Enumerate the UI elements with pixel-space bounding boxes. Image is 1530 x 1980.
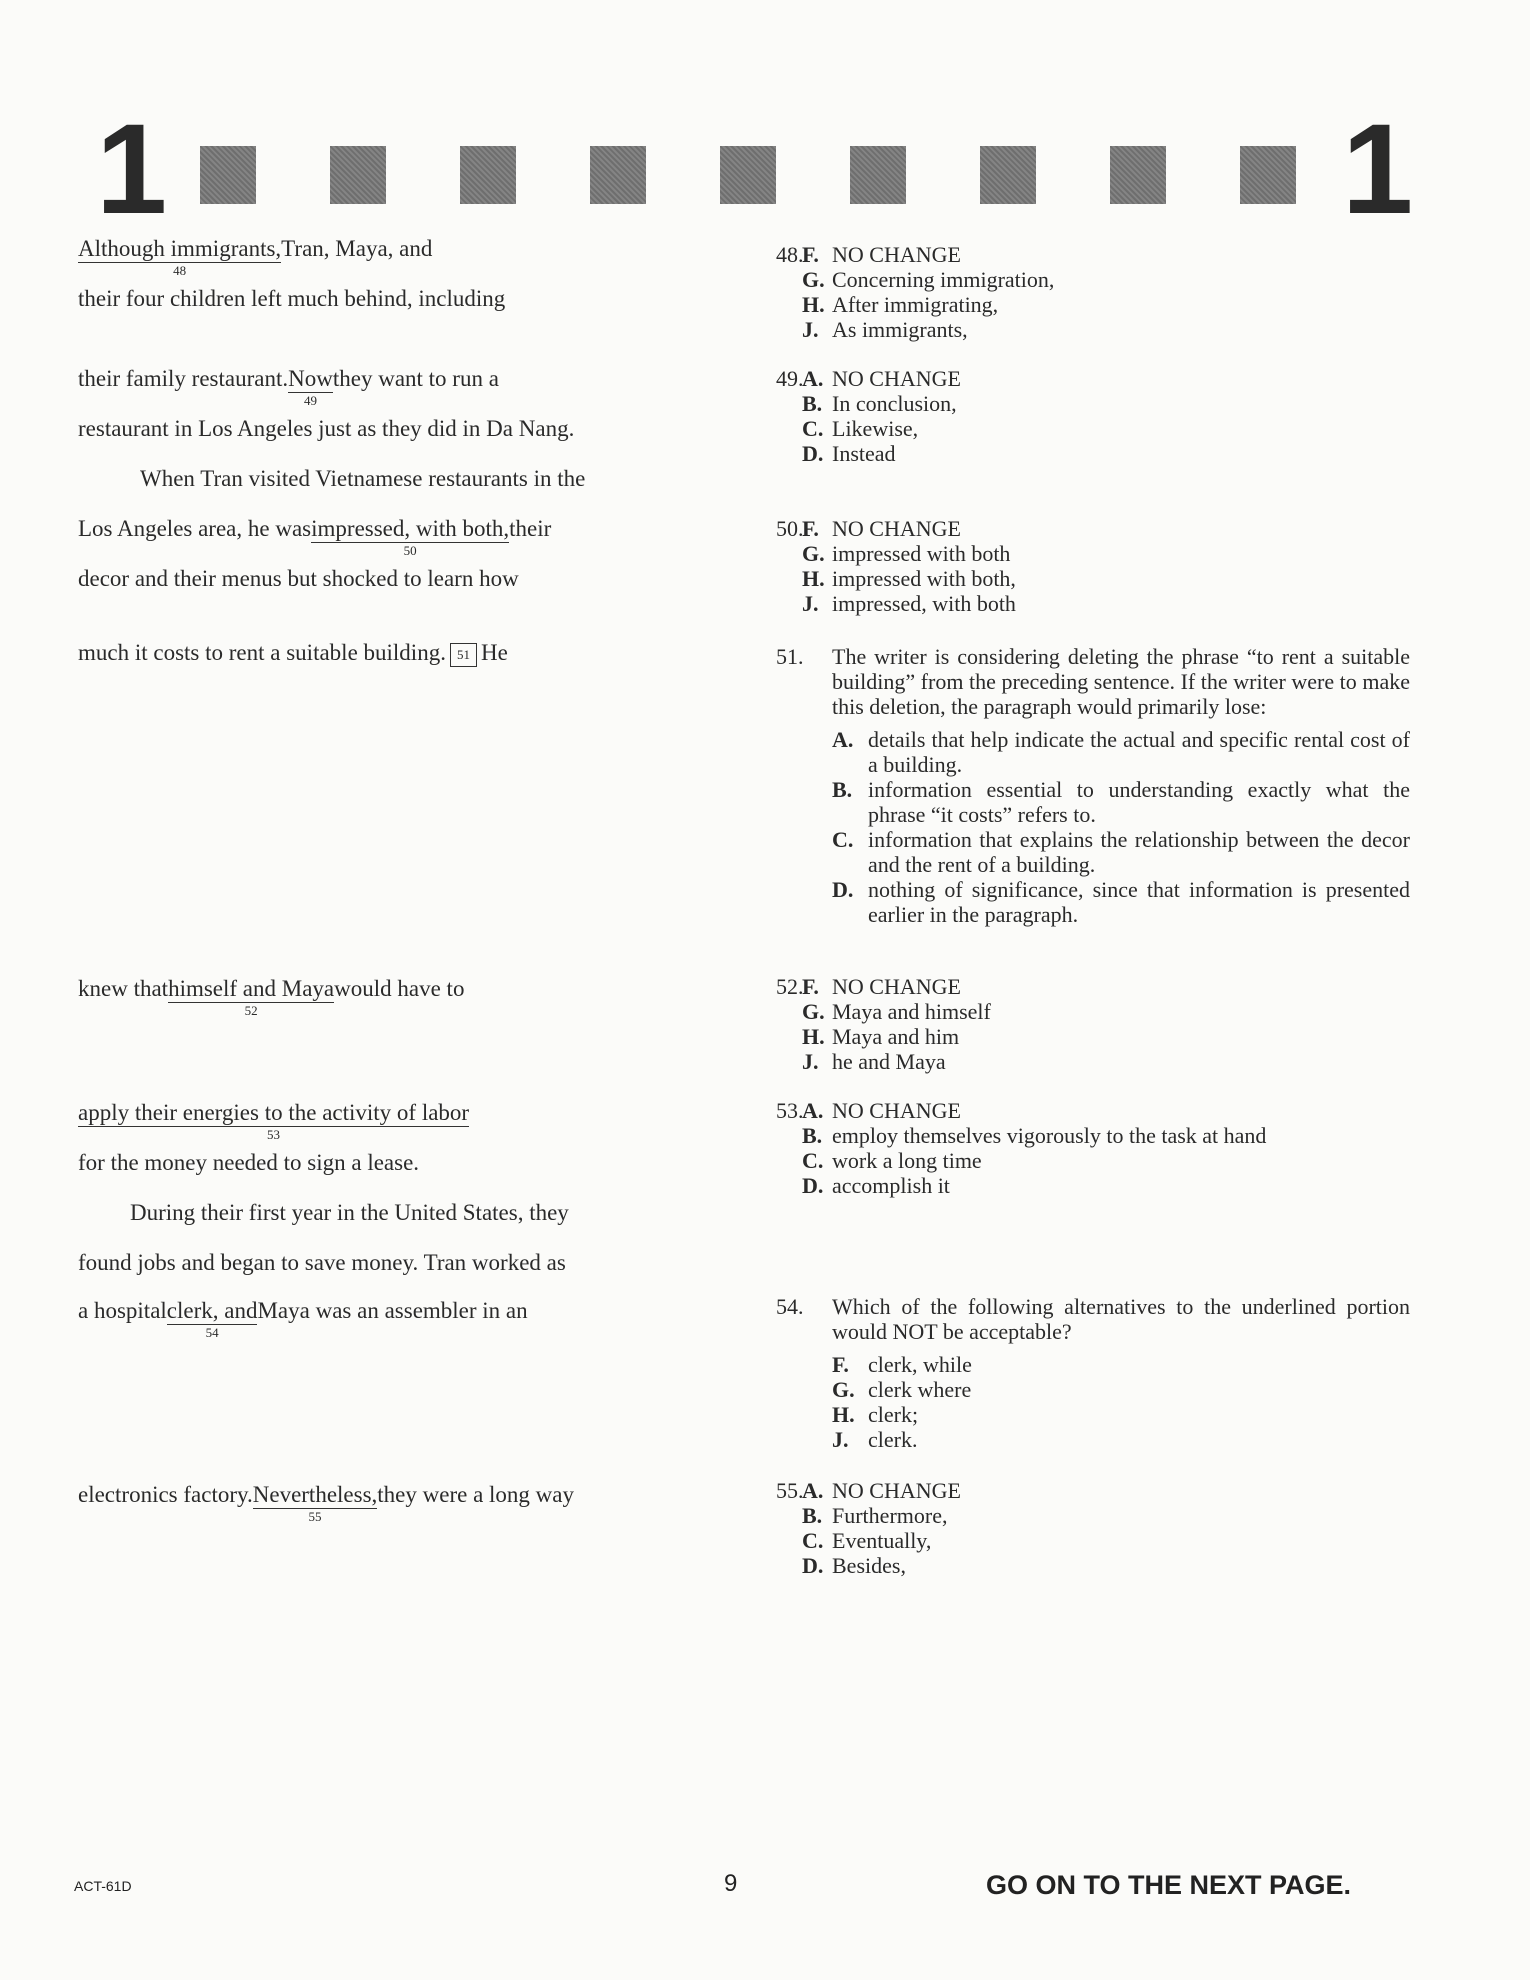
passage-text-run [78, 286, 505, 312]
answer-option[interactable] [776, 877, 1410, 927]
option-letter: H. [802, 292, 825, 317]
option-letter: B. [832, 777, 853, 802]
passage-line [78, 516, 552, 558]
passage-run-text: apply their energies to the activity of labor [78, 1100, 470, 1125]
answer-option[interactable] [776, 317, 1410, 342]
underline-question-number: 53 [267, 1127, 281, 1142]
passage-run-text: Tran, Maya, and [281, 236, 433, 261]
passage-run-text: their [509, 516, 552, 541]
option-text: NO CHANGE [832, 516, 961, 541]
page-number: 9 [724, 1870, 738, 1897]
passage-run-text: much it costs to rent a suitable building. [78, 640, 446, 665]
passage-line [78, 1298, 528, 1340]
question-marker-box: 51 [450, 643, 477, 667]
answer-option[interactable] [776, 1049, 1410, 1074]
passage-run-text: would have to [334, 976, 465, 1001]
option-letter: F. [802, 516, 819, 541]
passage-run-text: Maya was an assembler in an [257, 1298, 528, 1323]
passage-text-run [481, 640, 508, 666]
answer-option[interactable] [776, 242, 1410, 267]
option-letter: D. [802, 1553, 824, 1578]
underlined-portion [252, 1482, 378, 1524]
option-letter: D. [832, 877, 854, 902]
passage-run-text: Although immigrants, [78, 236, 282, 261]
question-block [776, 644, 1410, 927]
passage-line [78, 416, 574, 442]
passage-text-run [78, 1298, 167, 1324]
question-block [776, 366, 1410, 466]
passage-line [140, 466, 585, 492]
passage-text-run [78, 516, 311, 542]
passage-text-run [78, 416, 574, 442]
passage-run-text: electronics factory. [78, 1482, 253, 1507]
passage-text-run [78, 640, 446, 666]
option-letter: J. [802, 317, 819, 342]
option-letter: C. [802, 1528, 824, 1553]
answer-option[interactable] [776, 1478, 1410, 1503]
section-number-left: 1 [96, 98, 168, 241]
passage-text-run [281, 236, 432, 262]
header-square [590, 146, 646, 204]
option-text: clerk. [868, 1427, 918, 1452]
question-number: 50. [776, 516, 804, 541]
passage-run-text: a hospital [78, 1298, 167, 1323]
passage-run-text: decor and their menus but shocked to learn how [78, 566, 519, 591]
answer-option[interactable] [776, 1553, 1410, 1578]
option-letter: D. [802, 1173, 824, 1198]
answer-option[interactable] [776, 999, 1410, 1024]
answer-option[interactable] [776, 1503, 1410, 1528]
option-letter: F. [802, 242, 819, 267]
passage-run-text: He [480, 640, 508, 665]
option-text: information that explains the relationship between the decor and the rent of a building. [868, 827, 1410, 877]
option-letter: J. [802, 591, 819, 616]
option-text: work a long time [832, 1148, 982, 1173]
passage-run-text: their four children left much behind, including [78, 286, 506, 311]
passage-run-text: their family restaurant. [78, 366, 289, 391]
answer-option[interactable] [776, 292, 1410, 317]
underline-question-number: 54 [205, 1325, 219, 1340]
answer-option[interactable] [776, 516, 1410, 541]
option-letter: J. [832, 1427, 849, 1452]
question-number: 48. [776, 242, 804, 267]
passage-text-run [377, 1482, 574, 1508]
option-letter: B. [802, 1503, 823, 1528]
option-letter: D. [802, 441, 824, 466]
question-block [776, 1478, 1410, 1578]
page-footer [0, 1870, 1530, 1910]
answer-option[interactable] [776, 566, 1410, 591]
passage-line [130, 1200, 569, 1226]
passage-run-text: Nevertheless, [252, 1482, 378, 1507]
passage-run-text: impressed, with both, [311, 516, 510, 541]
passage-text-run [257, 1298, 527, 1324]
next-page-instruction: GO ON TO THE NEXT PAGE. [986, 1870, 1352, 1900]
underlined-portion [166, 1298, 258, 1340]
option-text: Besides, [832, 1553, 906, 1578]
header-square [850, 146, 906, 204]
answer-option[interactable] [776, 727, 1410, 777]
question-number: 51. [776, 644, 804, 669]
passage-text-run [78, 1250, 566, 1276]
underline-question-number: 50 [403, 543, 417, 558]
option-letter: A. [832, 727, 854, 752]
passage-line [78, 1100, 470, 1142]
answer-option[interactable] [776, 1528, 1410, 1553]
question-block [776, 1294, 1410, 1452]
option-letter: A. [802, 366, 824, 391]
option-text: details that help indicate the actual and specific rental cost of a building. [868, 727, 1410, 777]
passage-run-text: restaurant in Los Angeles just as they did in Da Nang. [78, 416, 575, 441]
option-text: In conclusion, [832, 391, 957, 416]
option-text: NO CHANGE [832, 1478, 961, 1503]
passage-text-run [78, 1482, 253, 1508]
passage-line [78, 1482, 574, 1524]
answer-option[interactable] [776, 1098, 1410, 1123]
header-square [980, 146, 1036, 204]
answer-option[interactable] [776, 1148, 1410, 1173]
answer-option[interactable] [776, 1377, 1410, 1402]
option-letter: B. [802, 391, 823, 416]
question-number: 53. [776, 1098, 804, 1123]
passage-line [78, 366, 499, 408]
option-letter: C. [832, 827, 854, 852]
option-text: he and Maya [832, 1049, 946, 1074]
question-block [776, 242, 1410, 342]
option-text: Instead [832, 441, 896, 466]
underline-question-number: 49 [303, 393, 317, 408]
option-text: information essential to understanding exactly what the phrase “it costs” refers to. [868, 777, 1410, 827]
answer-option[interactable] [776, 827, 1410, 877]
passage-run-text: During their first year in the United States, they [130, 1200, 569, 1225]
question-number: 52. [776, 974, 804, 999]
answer-option[interactable] [776, 1352, 1410, 1377]
passage-text-run [78, 366, 288, 392]
passage-run-text: Now [288, 366, 333, 391]
option-text: impressed with both [832, 541, 1011, 566]
option-letter: G. [832, 1377, 855, 1402]
option-letter: J. [802, 1049, 819, 1074]
question-number: 54. [776, 1294, 804, 1319]
passage-text-run [509, 516, 551, 542]
question-stem: Which of the following alternatives to the underlined portion would NOT be acceptable? [832, 1294, 1410, 1344]
passage-run-text: When Tran visited Vietnamese restaurants in the [140, 466, 586, 491]
answer-option[interactable] [776, 777, 1410, 827]
option-text: impressed with both, [832, 566, 1016, 591]
answer-option[interactable] [776, 267, 1410, 292]
option-letter: F. [802, 974, 819, 999]
passage-line [78, 566, 519, 592]
option-letter: G. [802, 541, 825, 566]
option-text: NO CHANGE [832, 974, 961, 999]
answer-option[interactable] [776, 1173, 1410, 1198]
underlined-portion [288, 366, 333, 408]
option-letter: A. [802, 1098, 824, 1123]
option-letter: C. [802, 1148, 824, 1173]
passage-run-text: clerk, and [166, 1298, 258, 1323]
option-text: NO CHANGE [832, 1098, 961, 1123]
question-stem: The writer is considering deleting the phrase “to rent a suitable building” from the preceding sentence. If the writer were to make this deletion, the paragraph would primarily lose: [832, 644, 1410, 719]
option-text: clerk, while [868, 1352, 972, 1377]
header-square [200, 146, 256, 204]
passage-line [78, 236, 433, 278]
passage-run-text: himself and Maya [168, 976, 335, 1001]
answer-option[interactable] [776, 974, 1410, 999]
option-text: After immigrating, [832, 292, 999, 317]
option-text: employ themselves vigorously to the task at hand [832, 1123, 1267, 1148]
option-text: NO CHANGE [832, 242, 961, 267]
option-text: Maya and him [832, 1024, 960, 1049]
answer-option[interactable] [776, 441, 1410, 466]
answer-option[interactable] [776, 1024, 1410, 1049]
option-letter: G. [802, 999, 825, 1024]
passage-line [78, 1250, 566, 1276]
passage-run-text: they want to run a [332, 366, 499, 391]
option-letter: H. [832, 1402, 855, 1427]
header-square [1240, 146, 1296, 204]
answer-option[interactable] [776, 1427, 1410, 1452]
question-number: 55. [776, 1478, 804, 1503]
option-text: Concerning immigration, [832, 267, 1055, 292]
question-block [776, 516, 1410, 616]
answer-option[interactable] [776, 541, 1410, 566]
option-text: Furthermore, [832, 1503, 948, 1528]
option-text: Maya and himself [832, 999, 991, 1024]
passage-line [78, 640, 508, 667]
option-letter: G. [802, 267, 825, 292]
option-letter: F. [832, 1352, 849, 1377]
option-text: Likewise, [832, 416, 919, 441]
option-letter: H. [802, 566, 825, 591]
header-square [1110, 146, 1166, 204]
passage-run-text: found jobs and began to save money. Tran worked as [78, 1250, 566, 1275]
option-text: clerk; [868, 1402, 919, 1427]
option-letter: B. [802, 1123, 823, 1148]
passage-line [78, 286, 505, 312]
passage-run-text: knew that [78, 976, 169, 1001]
option-text: As immigrants, [832, 317, 968, 342]
underline-question-number: 52 [244, 1003, 258, 1018]
underline-question-number: 55 [308, 1509, 322, 1524]
underline-question-number: 48 [173, 263, 187, 278]
passage-run-text: they were a long way [377, 1482, 574, 1507]
option-text: nothing of significance, since that information is presented earlier in the paragraph. [868, 877, 1410, 927]
answer-option[interactable] [776, 1402, 1410, 1427]
option-text: Eventually, [832, 1528, 932, 1553]
answer-option[interactable] [776, 416, 1410, 441]
answer-option[interactable] [776, 391, 1410, 416]
passage-text-run [78, 1150, 419, 1176]
passage-text-run [78, 976, 168, 1002]
answer-option[interactable] [776, 591, 1410, 616]
option-text: impressed, with both [832, 591, 1016, 616]
passage-run-text: for the money needed to sign a lease. [78, 1150, 420, 1175]
underlined-portion [78, 1100, 470, 1142]
section-header [0, 98, 1530, 241]
option-text: NO CHANGE [832, 366, 961, 391]
header-square [460, 146, 516, 204]
passage-line [78, 1150, 419, 1176]
option-letter: H. [802, 1024, 825, 1049]
option-text: accomplish it [832, 1173, 950, 1198]
passage-text-run [140, 466, 585, 492]
header-square [330, 146, 386, 204]
question-number: 49. [776, 366, 804, 391]
passage-text-run [78, 566, 519, 592]
section-number-right: 1 [1342, 98, 1414, 241]
passage-run-text: Los Angeles area, he was [78, 516, 312, 541]
question-block [776, 974, 1410, 1074]
underlined-portion [311, 516, 510, 558]
answer-option[interactable] [776, 1123, 1410, 1148]
passage-line [78, 976, 465, 1018]
passage-text-run [130, 1200, 569, 1226]
question-block [776, 1098, 1410, 1198]
underlined-portion [78, 236, 282, 278]
passage-text-run [334, 976, 464, 1002]
underlined-portion [168, 976, 335, 1018]
answer-option[interactable] [776, 366, 1410, 391]
option-letter: A. [802, 1478, 824, 1503]
option-letter: C. [802, 416, 824, 441]
passage-text-run [333, 366, 499, 392]
header-square [720, 146, 776, 204]
option-text: clerk where [868, 1377, 972, 1402]
test-code: ACT-61D [74, 1878, 132, 1894]
